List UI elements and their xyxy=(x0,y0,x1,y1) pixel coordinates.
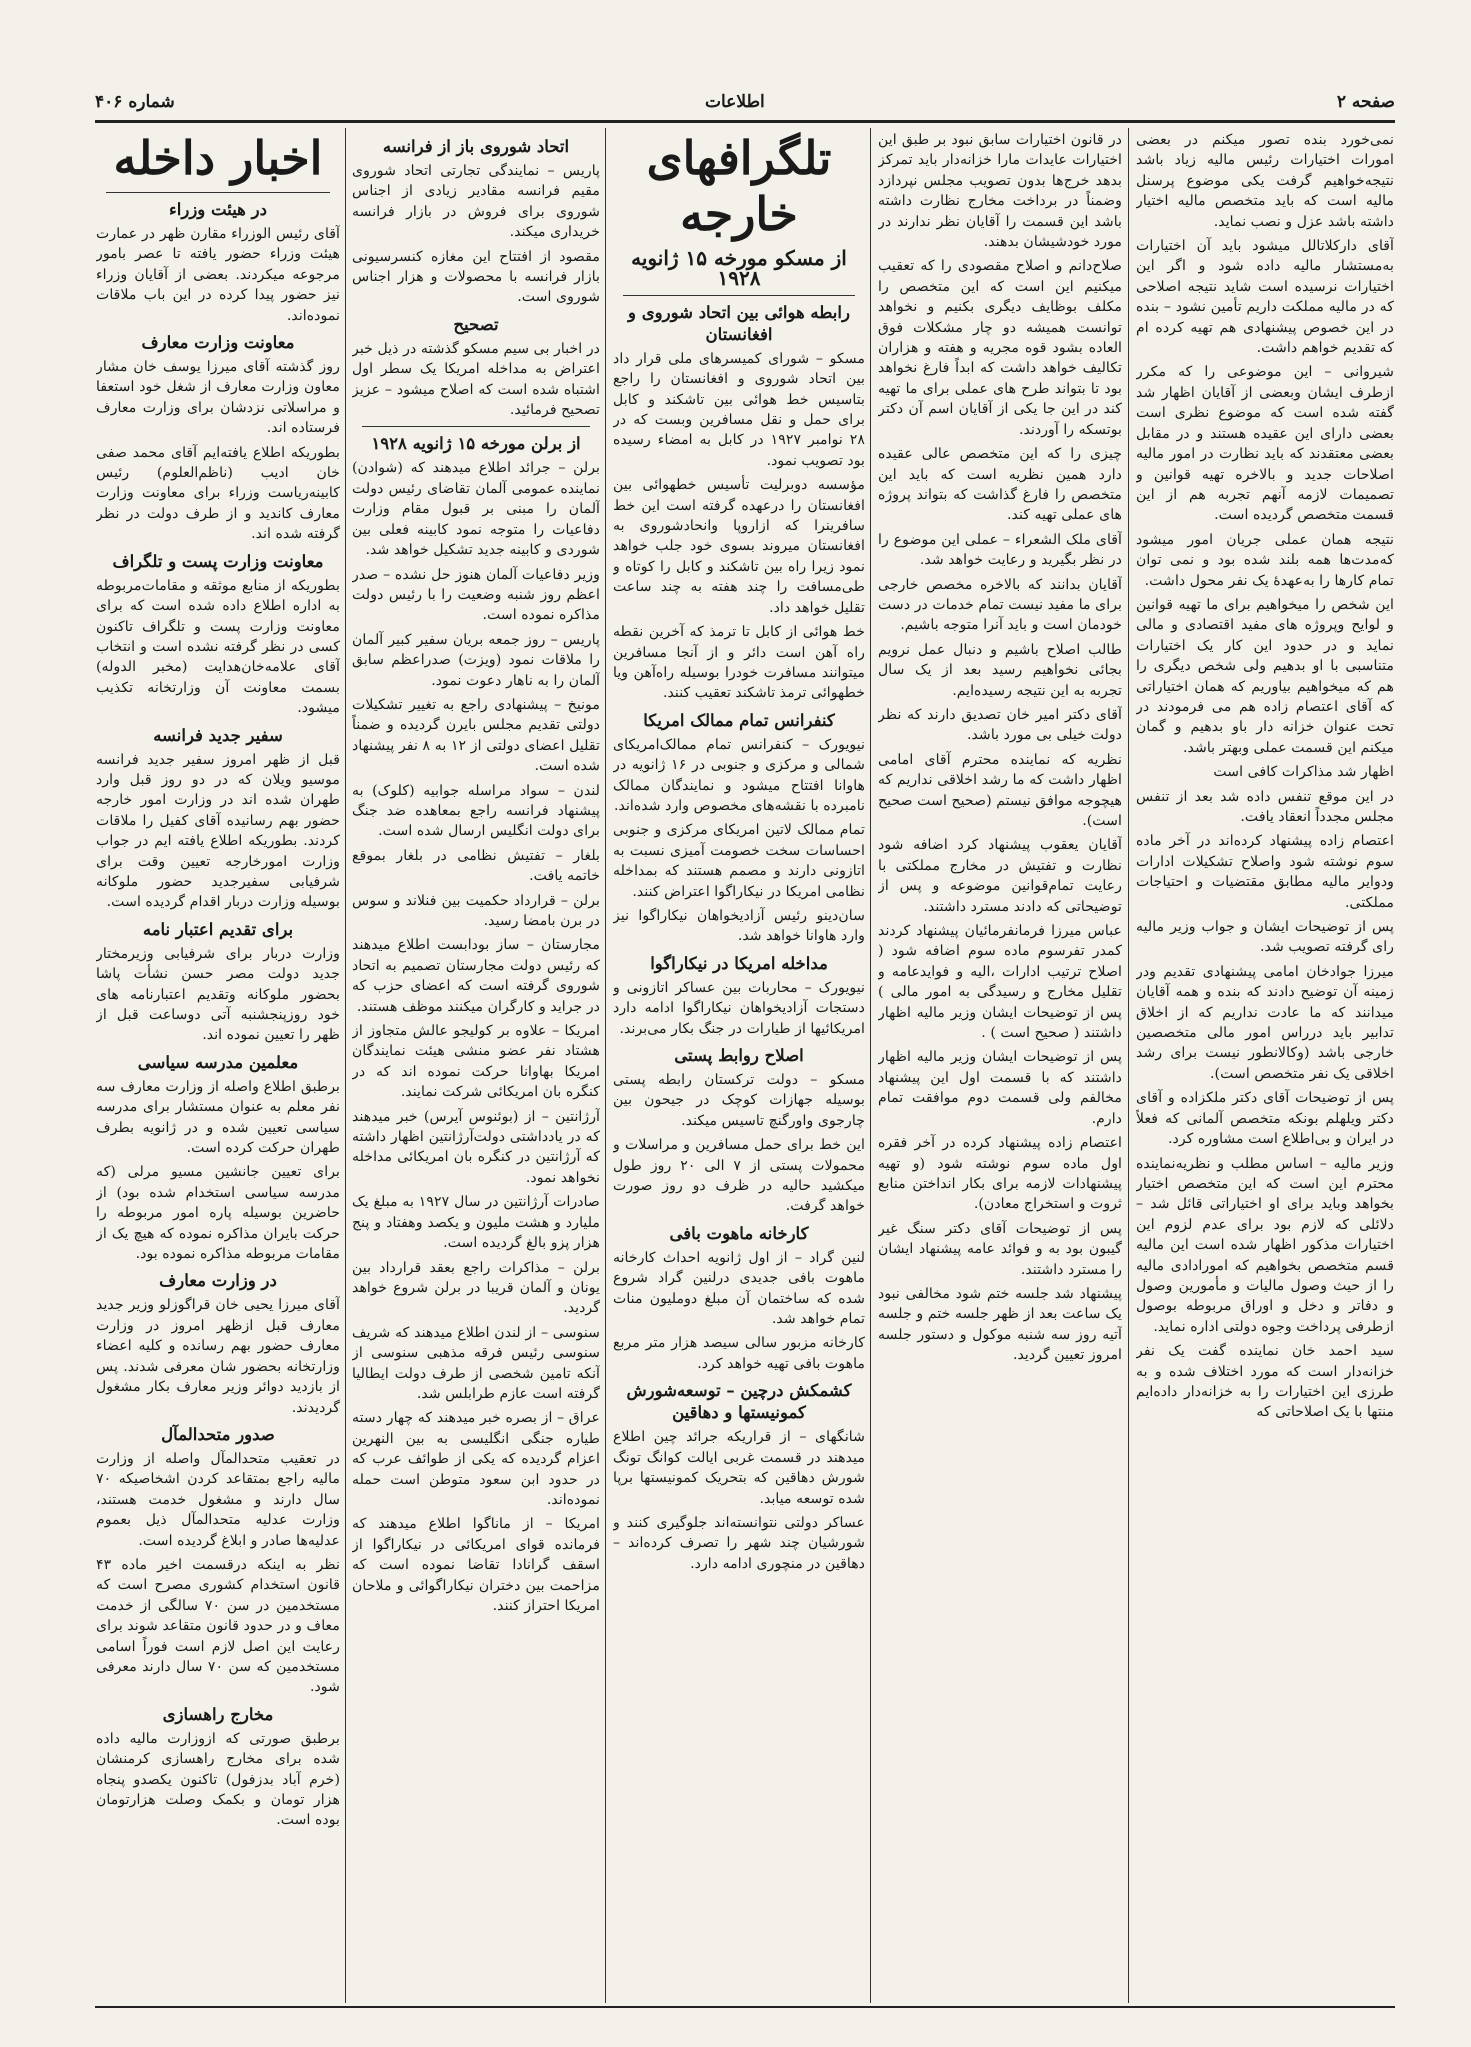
paragraph: میرزا جوادخان امامی پیشنهادی تقدیم ودر زمینه آن توضیح دادند که بنده و همه آقایان میدانند که ما عادت نداریم که از اخلاق تدابیر باید درراس امور مالی متخصصین خارجی باشد (وکالانطور نیست برای رشد اخلاقی یک نفر متخصص است). xyxy=(1136,963,1394,1082)
paragraph: اعتصام زاده پیشنهاد کرده در آخر فقره اول ماده سوم نوشته شود (و تهیه پیشنهادات لازمه برای بکار انداختن منابع ثروت و استخراج معادن). xyxy=(878,1135,1122,1213)
dateline: از مسکو مورخه ۱۵ ژانویه ۱۹۲۸ xyxy=(631,246,847,291)
paragraph: سید احمد خان نماینده گفت یک نفر خزانه‌دار است که مورد اختلاف شده و به طرزی این اختیارات را به خزانه‌دار داده‌ایم منتها با یک اصلاحاتی که xyxy=(1136,1343,1394,1421)
headline: تصحیح xyxy=(453,314,499,334)
paragraph: نتیجه همان عملی جریان امور میشود که‌مدت‌ها همه بلند شده بود و نمی توان تمام کارها را به‌عهدهٔ یک نفر محول داشت. xyxy=(1136,531,1394,589)
paragraph: شیروانی – این موضوعی را که مکرر ازطرف ایشان وبعضی از آقایان اظهار شد گفته شده است که موضوع نظری است بعضی دارای این عقیده هستند و در مقابل بعضی معتقدند که باید نظارت در امور مالیه اصلاحات جدید و بالاخره تهیه قوانین و تصمیمات لازمه آنهم تجربه هم از این قسمت متخصص گردیده است. xyxy=(1136,364,1394,524)
paragraph: تمام ممالک لاتین امریکای مرکزی و جنوبی احساسات سخت خصومت آمیزی نسبت به اتازونی دارند و مصمم هستند که بمداخله نظامی امریکا در نیکاراگوا اعتراض کنند. xyxy=(613,822,865,900)
paragraph: صادرات آرژانتین در سال ۱۹۲۷ به مبلغ یک ملیارد و هشت ملیون و یکصد وهفتاد و پنج هزار پزو بالغ گردیده است. xyxy=(352,1194,600,1252)
paragraph: سان‌دینو رئیس آزادیخواهان نیکاراگوا نیز وارد هاوانا خواهد شد. xyxy=(613,907,865,945)
paragraph: برطبق اطلاع واصله از وزارت معارف سه نفر معلم به عنوان مستشار برای مدرسه سیاسی تعیین شده و در ژانویه بطرف طهران حرکت کرده است. xyxy=(96,1078,340,1157)
paragraph: این خط برای حمل مسافرین و مراسلات و محمولات پستی از ۷ الی ۲۰ روز طول میکشید حالیه در ظرف دو روز صورت خواهد گرفت. xyxy=(613,1137,865,1215)
paragraph: چیزی را که این متخصص عالی عقیده دارد همین نظریه است که باید این متخصص را فارغ گذاشت که بتواند پروژه های عملی تهیه کند. xyxy=(878,446,1122,524)
paragraph: این شخص را میخواهیم برای ما تهیه قوانین و لوایح وپروژه های مفید اقتصادی و مالی نماید و در حدود این کار یک اختیارات متناسبی با او بدهیم ولی شخص دیگری را هم که میخواهیم بیاوریم که همان اختیاراتی که آقای اعتصام زاده هم می فرمودند در تحت عنوان خزانه دار باو بدهیم و گمان میکنم این قسمت عملی وبهتر باشد. xyxy=(1136,596,1394,756)
paper-name: اطلاعات xyxy=(705,92,765,112)
paragraph: آقای میرزا یحیی خان قراگوزلو وزیر جدید معارف قبل ازظهر امروز در وزارت معارف حضور بهم رسانده و کلیه اعضاء وزارتخانه بحضور شان معرفی شدند. پس از بازدید دوائر وزیر معارف بکار مشغول گردیدند. xyxy=(96,1297,340,1416)
paragraph: لنین گراد – از اول ژانویه احداث کارخانه ماهوت بافی جدیدی درلنین گراد شروع شده که ساختمان آن مبلغ دوملیون منات تمام خواهد شد. xyxy=(613,1249,865,1328)
headline: اتحاد شوروی باز از فرانسه xyxy=(382,137,570,156)
paragraph: وزیر مالیه – اساس مطلب و نظریه‌نماینده محترم این است که این متخصص اختیار بخواهد وباید برای او اختیاراتی قائل شد – دلائلی که لازم بود برای عدم لزوم این اختیارات مذکور اظهار شده است این مالیه قسم متخصص بخواهیم که امورادادی مالیه را از حیث وصول مالیات و مأمورین وصول و دفاتر و دخل و اوراق مربوطه بوصول ازطرفی پرداخت وجوه دولتی اداره نماید. xyxy=(1136,1155,1394,1335)
paragraph: وزیر دفاعیات آلمان هنوز حل نشده – صدر اعظم روز شنبه وضعیت را با رئیس دولت مذاکره نموده است. xyxy=(352,566,600,624)
paragraph: لندن – سواد مراسله جوابیه (کلوک) به پیشنهاد فرانسه راجع بمعاهده ضد جنگ برای دولت انگلیس ارسال شده است. xyxy=(352,782,600,840)
paragraph: بطوریکه اطلاع یافته‌ایم آقای محمد صفی خان ادیب (ناظم‌العلوم) رئیس کابینه‌ریاست وزراء برای معاونت وزارت معارف کاندید و از طرف دولت در نظر گرفته شده اند. xyxy=(96,444,340,543)
paragraph: عباس میرزا فرمانفرمائیان پیشنهاد کردند کمدر تفرسوم ماده سوم اضافه شود ( اصلاح ترتیب ادارات ،الیه و فوایدعامه و تقلیل مخارج و رسیدگی به امور مالی ) پس از توضیحات ایشان وزیر مالیه اظهار داشتند ( صحیح است ) . xyxy=(878,923,1122,1042)
paragraph: آقای رئیس الوزراء مقارن ظهر در عمارت هیئت وزراء حضور یافته تا عصر بامور مرجوعه میکردند. بعضی از آقایان وزراء نیز حضور پیدا کرده در این باب ملاقات نموده‌اند. xyxy=(96,226,340,324)
section-title: تلگرافهای خارجه xyxy=(646,131,832,241)
paragraph: سنوسی – از لندن اطلاع میدهند که شریف سنوسی رئیس فرقه مذهبی سنوسی از آنکه تامین شخصی از طرف دولت ایطالیا گرفته است عازم طرابلس شد. xyxy=(352,1324,600,1402)
paragraph: مونیخ – پیشنهادی راجع به تغییر تشکیلات دولتی تقدیم مجلس بایرن گردیده و ضمناً تقلیل اعضای دولتی از ۱۲ به ۸ نفر پیشنهاد شده است. xyxy=(352,696,600,775)
column-parliament-continued xyxy=(1136,130,1394,2000)
paragraph: در قانون اختیارات سابق نبود بر طبق این اختیارات عایدات مارا خزانه‌دار باید تمرکز بدهد خرج‌ها بدون تصویب مجلس نپردازد وضمناً در برداخت مخارج نظارت داشته باشد این قسمت را آقایان نظر ندارند در مورد خودشیشان بدهند. xyxy=(878,132,1122,251)
headline: مخارج راهسازی xyxy=(162,1704,274,1724)
paragraph: مسکو – دولت ترکستان رابطه پستی بوسیله جهازات کوچک در جیحون بین چارجوی واورگنچ تاسیس میکند. xyxy=(613,1072,865,1129)
headline: معلمین مدرسه سیاسی xyxy=(137,1052,299,1072)
column-domestic-news xyxy=(96,130,340,2000)
divider xyxy=(106,192,330,193)
paragraph: مؤسسه دوبرلیت تأسیس خطهوائی بین افغانستان را درعهده گرفته است این خط سافرینرا که ازاروپا وانحادشوروی به افغانستان میروند بسوی خود جلب خواهد نمود زیرا راه بین تاشکند و کابل را کوتاه و طی‌مسافت را چند هفته به چند ساعت تقلیل خواهد داد. xyxy=(613,477,865,616)
divider xyxy=(362,426,590,427)
paragraph: امریکا – از ماناگوا اطلاع میدهند که فرمانده قوای امریکائی در نیکاراگوا از اسقف گرانادا تقاضا نموده است که مزاحمت بین دختران نیکاراگوائی و ملاحان امریکا احتراز کنند. xyxy=(352,1516,600,1614)
paragraph: نمی‌خورد بنده تصور میکنم در بعضی امورات اختیارات رئیس مالیه زیاد باشد نتیجه‌خواهیم گرفت یکی موضوع پرسنل مالیه است که باید متخصص مالیه اختیار داشته باشد عزل و نصب نماید. xyxy=(1136,132,1394,230)
paragraph: آقای ملک الشعراء – عملی این موضوع را در نظر بگیرید و رعایت خواهد شد. xyxy=(878,531,1122,569)
paragraph: پس از توضیحات آقای دکتر ملکزاده و آقای دکتر ویلهلم بونکه متخصص آلمانی که فعلاً در ایران و بی‌اطلاع است مشاوره کرد. xyxy=(1136,1090,1394,1148)
paragraph: شانگهای – از قراریکه جرائد چین اطلاع میدهند در قسمت غربی ایالت کوانگ تونگ شورش دهاقین که بتحریک کمونیستها برپا شده توسعه میابد. xyxy=(613,1429,865,1507)
paragraph: برلن – قرارداد حکمیت بین فنلاند و سوس در برن بامضا رسید. xyxy=(352,892,600,929)
paragraph: اظهار شد مذاکرات کافی است xyxy=(1213,764,1394,781)
paragraph: آقایان بدانند که بالاخره مخصص خارجی برای ما مفید نیست تمام خدمات در دست خودمان است و باید آنرا متوجه باشیم. xyxy=(878,576,1122,634)
paragraph: در این موقع تنفس داده شد بعد از تنفس مجلس مجدداً انعقاد یافت. xyxy=(1136,788,1394,825)
column-foreign-news-continued xyxy=(352,130,600,2000)
headline: اصلاح روابط پستی xyxy=(674,1046,804,1065)
paragraph: برلن – جرائد اطلاع میدهند که (شوادن) نماینده عمومی آلمان تقاضای رئیس دولت آلمان را مبنی بر قبول مقام وزارت دفاعیات را متوجه نمود کابینه فعلی بین شوردی و کابینه جدید تشکیل خواهد شد. xyxy=(352,460,600,559)
paragraph: وزارت دربار برای شرفیابی وزیرمختار جدید دولت مصر حسن نشأت پاشا بحضور ملوکانه وتقدیم اعتبارنامه های خود روزپنجشنبه آتی دوساعت قبل از ظهر را تعیین نموده اند. xyxy=(96,945,340,1044)
paragraph: صلاح‌دانم و اصلاح مقصودی را که تعقیب میکنیم این است که این متخصص را مکلف بوظایف دیگری بکنیم و نخواهد توانست همیشه دو چار مشکلات فوق العاده بشود قوه مجریه و هفته و هزاران تکالیف خواهد داشت که ابداً فارغ نخواهد بود تا بتواند طرح های عملی برای ما تهیه کند در این جا یکی از آقایان اسم آن دکتر بوتسکه را آوردند. xyxy=(878,258,1122,438)
divider xyxy=(623,295,855,296)
paragraph: عساکر دولتی نتوانسته‌اند جلوگیری کنند و شورشیان چند شهر را تصرف کرده‌اند – دهاقین در منچوری ادامه دارد. xyxy=(613,1514,865,1572)
masthead xyxy=(95,92,1395,116)
paragraph: بلغار – تفتیش نظامی در بلغار بموقع خاتمه یافت. xyxy=(352,847,600,885)
paragraph: پاریس – نمایندگی تجارتی اتحاد شوروی مقیم فرانسه مقادیر زیادی از اجناس شوروی برای فروش در بازار فرانسه خریداری میکند. xyxy=(352,163,600,241)
paragraph: آرژانتین – از (بوئنوس آیرس) خبر میدهند که در یادداشتی دولت‌آرژانتین اظهار داشته که آرژانتین در کنگره بان امریکائی مداخله نخواهد نمود. xyxy=(352,1108,600,1186)
paragraph: نظر به اینکه درقسمت اخیر ماده ۴۳ قانون استخدام کشوری مصرح است که مستخدمین در سن ۷۰ سالگی از خدمت معاف و در حدود قانون متقاعد شوند برای رعایت این اصل لازم است فوراً اسامی مستخدمین که سن ۷۰ سال دارند معرفی شود. xyxy=(96,1556,340,1696)
headline: معاونت وزارت پست و تلگراف xyxy=(112,551,324,571)
headline: معاونت وزارت معارف xyxy=(141,333,295,353)
paragraph: طالب اصلاح باشیم و دنبال عمل نرویم بجائی نخواهیم رسید بعد از یک سال تجربه به این نتیجه رسیده‌ایم. xyxy=(878,641,1122,699)
paragraph: خط هوائی از کابل تا ترمذ که آخرین نقطه راه آهن است دائر و از آنجا مسافرین میتوانند مسافرت خودرا بوسیله راه‌آهن ویا خطهوائی ترمذ تاشکند تعقیب کنند. xyxy=(613,624,865,702)
column-parliament-proceedings xyxy=(878,130,1122,2000)
paragraph: نیویورک – کنفرانس تمام ممالک‌امریکای شمالی و مرکزی و جنوبی در ۱۶ ژانویه در هاوانا افتتاح میشود و نمایندگان ممالک نامبرده با نقشه‌های مخصوص وارد شده‌اند. xyxy=(613,736,865,814)
paragraph: کارخانه مزبور سالی سیصد هزار متر مربع ماهوت بافی تهیه خواهد کرد. xyxy=(613,1335,865,1372)
paragraph: نظریه که نماینده محترم آقای امامی اظهار داشت که ما رشد اخلاقی نداریم که هیچوجه موافق نیستم (صحیح است صحیح است). xyxy=(878,751,1122,829)
paragraph: مسکو – شورای کمیسرهای ملی قرار داد بین اتحاد شوروی و افغانستان را راجع بتاسیس خط هوائی بین تاشکند و کابل برای حمل و نقل مسافرین وبست که در ۲۸ نوامبر ۱۹۲۷ در کابل به امضاء رسیده بود تصویب نمود. xyxy=(613,350,865,469)
paragraph: پس از توضیحات ایشان وزیر مالیه اظهار داشتند که با قسمت اول این پیشنهاد مخالفم ولی قسمت دوم موافقت تمام دارم. xyxy=(878,1049,1122,1127)
paragraph: در اخبار بی سیم مسکو گذشته در ذیل خبر اعتراض به مداخله امریکا یک سطر اول اشتباه شده است که اصلاح میشود – عزیز تصحیح فرمائید. xyxy=(352,340,600,419)
headline: رابطه هوائی بین اتحاد شوروی و افغانستان xyxy=(628,302,850,344)
paragraph: برطبق صورتی که ازوزارت مالیه داده شده برای مخارج راهسازی کرمنشان (خرم آباد بدزفول) تاکنون یکصدو پنجاه هزار تومان و بکمک وصلت هزارتومان بوده است. xyxy=(96,1730,340,1829)
paragraph: عراق – از بصره خبر میدهند که چهار دسته طیاره جنگی انگلیسی به بین النهرین اعزام گردیده که یکی از طوائف عرب که در حدود ابن سعود متوطن است حمله نموده‌اند. xyxy=(352,1410,600,1508)
paragraph: امریکا – علاوه بر کولیجو عالش متجاوز از هشتاد نفر عضو منشی هیئت نمایندگان امریکا بهاوانا حرکت نموده اند که در کنگره بان امریکائی شرکت نمایند. xyxy=(352,1023,600,1101)
paragraph: آقای دکتر امیر خان تصدیق دارند که نظر دولت خیلی بی مورد باشد. xyxy=(878,706,1122,744)
headline: کشمکش درچین – توسعه‌شورش کمونیستها و دهاقین xyxy=(626,1381,852,1423)
headline: کنفرانس تمام ممالک امریکا xyxy=(643,710,835,730)
headline: سفیر جدید فرانسه xyxy=(153,725,283,745)
column-separator xyxy=(345,128,346,2003)
paragraph: نیویورک – محاربات بین عساکر اتازونی و دستجات آزادیخواهان نیکاراگوا ادامه دارد امریکائیها از طیارات در جنگ بکار می‌برند. xyxy=(613,979,865,1037)
headline: مداخله امریکا در نیکاراگوا xyxy=(650,953,828,973)
headline: از برلن مورخه ۱۵ ژانویه ۱۹۲۸ xyxy=(371,434,581,454)
issue-number: شماره ۴۰۶ xyxy=(95,92,175,112)
column-separator xyxy=(1128,128,1129,2003)
paragraph: اعتصام زاده پیشنهاد کرده‌اند در آخر ماده سوم نوشته شود واصلاح تشکیلات ادارات ودوایر مالیه مطابق مقتضیات و احتیاجات مملکتی. xyxy=(1136,833,1394,911)
headline: کارخانه ماهوت بافی xyxy=(669,1223,809,1243)
headline: در هیئت وزراء xyxy=(169,200,267,219)
paragraph: پاریس – روز جمعه بریان سفیر کبیر آلمان را ملاقات نمود (ویزت) صدراعظم سابق آلمان را به ناهار دعوت نمود. xyxy=(352,631,600,689)
column-foreign-telegrams xyxy=(613,130,865,2000)
paragraph: مجارستان – ساز بودابست اطلاع میدهند که رئیس دولت مجارستان تصمیم به اتحاد شوروی گرفته است که اعضای حزب که در جراید و کارگران میکنند موظف هستند. xyxy=(352,937,600,1015)
paragraph: برلن – مذاکرات راجع بعقد قرارداد بین یونان و آلمان قریبا در برلن شروع خواهد گردید. xyxy=(352,1259,600,1317)
section-title: اخبار داخله xyxy=(113,131,323,185)
paragraph: آقای دارکلاتالل میشود باید آن اختیارات به‌مستشار مالیه داده شود و اگر این اختیارات نرسیده است شاید نتیجه اصلاحی که در مالیه مملکت داریم تأمین نشود – بنده در این خصوص پیشنهادی هم تهیه کرده ام که تقدیم خواهم داشت. xyxy=(1136,238,1394,357)
bottom-rule xyxy=(95,2006,1395,2008)
paragraph: آقایان یعقوب پیشنهاد کرد اضافه شود نظارت و تفتیش در مخارج مملکتی با رعایت تمام‌قوانین موضوعه و پس از توضیحاتی که دادند مسترد داشتند. xyxy=(878,837,1122,915)
page-label: صفحه ۲ xyxy=(1336,92,1395,112)
paragraph: در تعقیب متحدالمآل واصله از وزارت مالیه راجع بمتقاعد کردن اشخاصیکه ۷۰ سال دارند و مشغول خدمت هستند، وزارت عدلیه متحدالمآل ذیل بعموم عدلیه‌ها صادر و ابلاغ گردیده است. xyxy=(96,1450,340,1549)
paragraph: روز گذشته آقای میرزا یوسف خان مشار معاون وزارت معارف از شغل خود استعفا و مراسلاتی نزدشان برای وزارت معارف فرستاده اند. xyxy=(96,359,340,437)
paragraph: بطوریکه از منابع موثقه و مقامات‌مربوطه به اداره اطلاع داده شده است که برای معاونت وزارت پست و تلگراف تاکنون کسی در نظر گرفته نشده است و انتخاب آقای علامه‌خان‌هدایت (مخبر الدوله) بسمت معاونت آن وزارتخانه تکذیب میشود. xyxy=(96,577,340,717)
headline: صدور متحدالمآل xyxy=(161,1424,275,1444)
column-separator xyxy=(870,128,871,2003)
paragraph: مقصود از افتتاح این مغازه کنسرسیونی بازار فرانسه با محصولات و هزار اجناس شوروی است. xyxy=(352,248,600,306)
paragraph: قبل از ظهر امروز سفیر جدید فرانسه موسیو ویلان که در دو روز قبل وارد طهران شده اند در وزارت امور خارجه حضور بهم رسانیده آقای کفیل را ملاقات کردند. بطوریکه اطلاع یافته ایم در جواب وزارت امورخارجه تعیین وقت برای شرفیابی سفیرجدید حضور ملوکانه بوسیله وزارت دربار اقدام گردیده است. xyxy=(96,751,340,911)
paragraph: پس از توضیحات آقای دکتر سنگ غیر گیبون بود به و فوائد عامه پیشنهاد ایشان را مسترد داشتند. xyxy=(878,1220,1122,1278)
paragraph: پیشنهاد شد جلسه ختم شود مخالفی نبود یک ساعت بعد از ظهر جلسه ختم و جلسه آتیه روز سه شنبه موکول و دستور جلسه امروز تعیین گردید. xyxy=(878,1285,1122,1364)
paragraph: برای تعیین جانشین مسیو مرلی (که مدرسه سیاسی استخدام شده بود) از حاضرین بوسیله پاره امور مربوطه را حرکت بایران مذاکره نموده که هیچ یک از مقامات مربوطه مذاکره نموده بود. xyxy=(96,1164,340,1263)
headline: در وزارت معارف xyxy=(159,1271,277,1291)
column-separator xyxy=(605,128,606,2003)
headline: برای تقدیم اعتبار نامه xyxy=(142,919,294,939)
paragraph: پس از توضیحات ایشان و جواب وزیر مالیه رای گرفته تصویب شد. xyxy=(1136,919,1394,956)
top-rule xyxy=(95,120,1395,123)
